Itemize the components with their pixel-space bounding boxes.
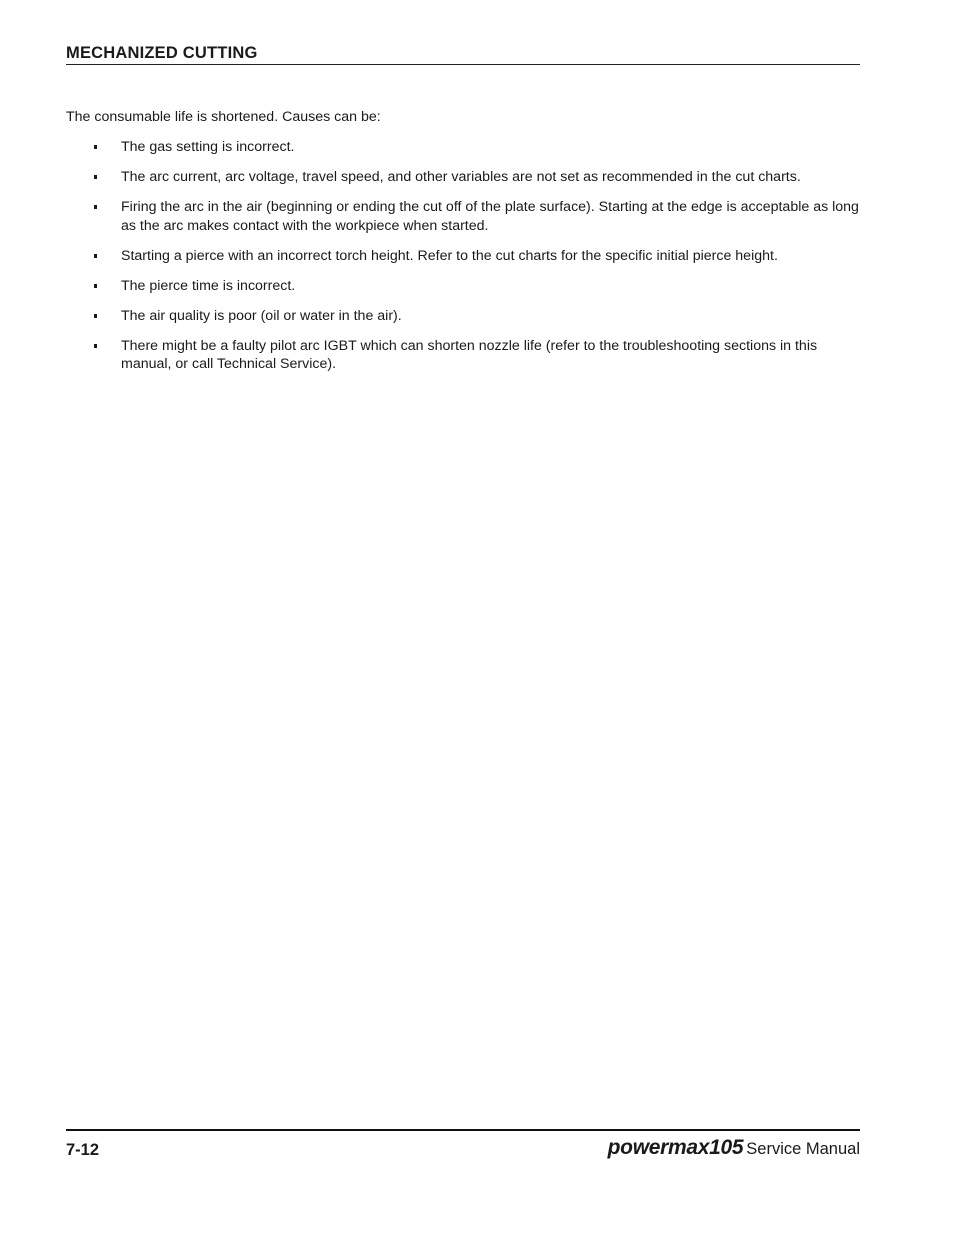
- list-item-text: The arc current, arc voltage, travel speed, and other variables are not set as recommended in the cut charts.: [121, 169, 801, 185]
- bullet-icon: [94, 145, 97, 149]
- page-number: 7-12: [66, 1141, 100, 1159]
- manual-title: [608, 1136, 860, 1162]
- bullet-icon: [94, 314, 97, 318]
- manual-label: Service Manual: [746, 1140, 860, 1158]
- bullet-icon: [94, 344, 97, 348]
- list-item: [66, 307, 860, 326]
- bullet-icon: [94, 175, 97, 179]
- list-item-text: Firing the arc in the air (beginning or ending the cut off of the plate surface). Starting at the edge is acceptable as long as the arc makes contact with the workpiece when started.: [121, 199, 859, 234]
- list-item-text: The pierce time is incorrect.: [121, 277, 296, 294]
- page-content: [66, 108, 860, 385]
- bullet-icon: [94, 254, 97, 258]
- page-footer: [66, 1129, 860, 1159]
- list-item: [66, 277, 860, 296]
- bullet-icon: [94, 205, 97, 209]
- brand-logo: powermax105: [607, 1136, 744, 1159]
- causes-list: [66, 138, 860, 374]
- section-title: MECHANIZED CUTTING: [66, 44, 258, 62]
- list-item-text: Starting a pierce with an incorrect torch height. Refer to the cut charts for the specific initial pierce height.: [121, 247, 778, 264]
- list-item: [66, 198, 860, 235]
- bullet-icon: [94, 284, 97, 288]
- list-item-text: There might be a faulty pilot arc IGBT which can shorten nozzle life (refer to the troubleshooting sections in this manual, or call Technical Service).: [121, 337, 818, 372]
- list-item-text: The gas setting is incorrect.: [121, 139, 295, 155]
- intro-paragraph: The consumable life is shortened. Causes can be:: [66, 109, 381, 125]
- list-item: [66, 337, 860, 374]
- list-item: [66, 168, 860, 187]
- list-item: [66, 138, 860, 157]
- page-header: [66, 43, 860, 65]
- list-item-text: The air quality is poor (oil or water in the air).: [121, 307, 402, 324]
- list-item: [66, 247, 860, 266]
